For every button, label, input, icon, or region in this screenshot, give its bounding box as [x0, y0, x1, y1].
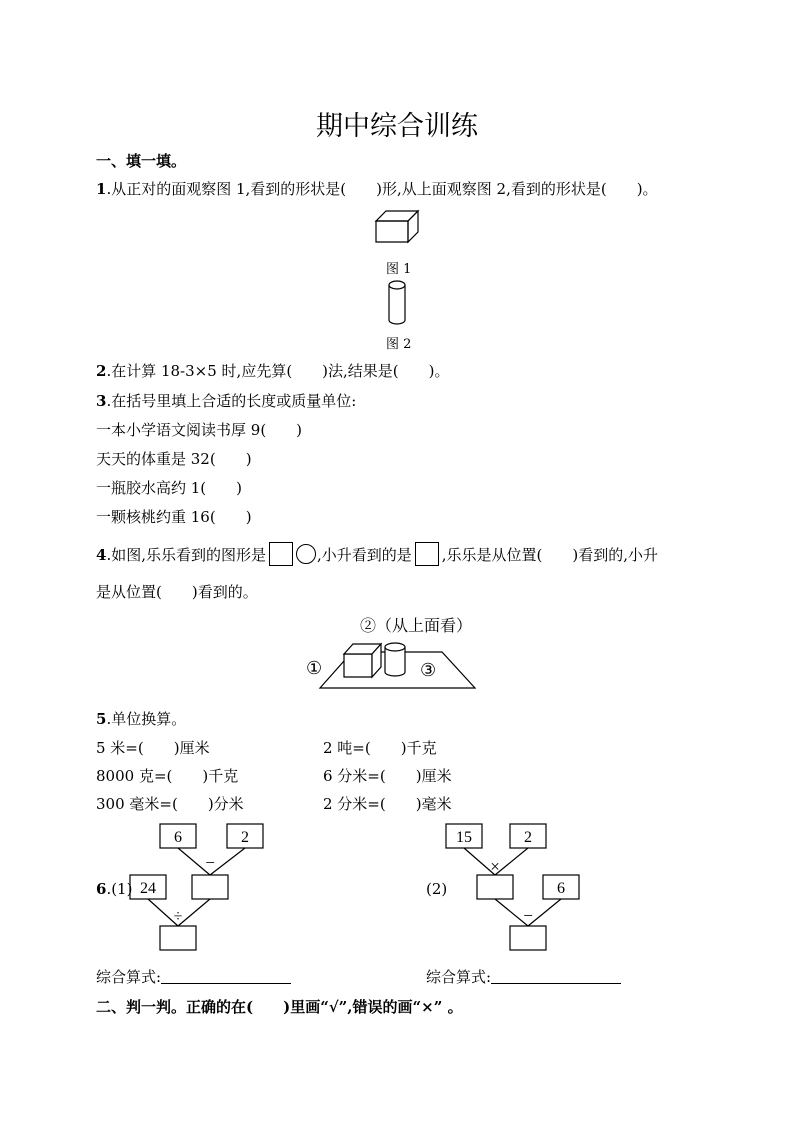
tree2-top-left-value: 15	[456, 829, 472, 846]
cuboid-figure	[370, 204, 422, 244]
question-6-part1-label: .(1)	[106, 880, 133, 898]
conversion-item: 2 吨=( )千克	[323, 739, 437, 757]
conversion-item: 8000 克=( )千克	[96, 767, 239, 785]
conversion-item: 6 分米=( )厘米	[323, 767, 452, 785]
formula-label: 综合算式:	[96, 968, 162, 986]
conversion-item: 300 毫米=( )分米	[96, 795, 244, 813]
formula-line-2	[426, 966, 621, 987]
calculation-tree-2	[440, 820, 600, 960]
question-number: 2	[96, 362, 107, 380]
cylinder-figure	[384, 278, 410, 328]
question-5-text: .单位换算。	[106, 710, 187, 728]
formula-label: 综合算式:	[426, 968, 492, 986]
question-4-line2: 是从位置( )看到的。	[96, 583, 258, 601]
circle-shape-icon	[296, 544, 316, 564]
page-title: 期中综合训练	[316, 111, 478, 142]
tree1-top-left-value: 6	[174, 829, 182, 846]
question-number: 5	[96, 710, 107, 728]
position-1-label: ①	[306, 658, 323, 678]
question-5	[96, 708, 186, 729]
tree1-operator-2: ÷	[173, 908, 183, 925]
question-4-text-b: ,小升看到的是	[316, 546, 412, 564]
tree2-right-input: 6	[557, 880, 565, 897]
formula-line-1	[96, 966, 291, 987]
calculation-tree-1	[126, 820, 286, 960]
tree1-operator-1: −	[205, 853, 215, 872]
tree2-top-right-value: 2	[524, 829, 532, 846]
position-3-label: ③	[420, 660, 437, 680]
q3-item: 一颗核桃约重 16( )	[96, 508, 252, 526]
question-3	[96, 390, 356, 411]
conversion-item: 2 分米=( )毫米	[323, 795, 452, 813]
tree2-operator-1: ×	[490, 857, 500, 876]
tree1-top-right-value: 2	[241, 829, 249, 846]
square-shape-icon	[415, 542, 439, 566]
conversion-item: 5 米=( )厘米	[96, 739, 210, 757]
answer-blank[interactable]	[161, 969, 291, 984]
question-2	[96, 360, 450, 381]
question-3-text: .在括号里填上合适的长度或质量单位:	[106, 392, 357, 410]
view-position-figure	[300, 612, 500, 694]
figure-1-caption: 图 1	[386, 262, 412, 277]
question-number: 4	[96, 546, 107, 564]
square-shape-icon	[269, 542, 293, 566]
tree2-operator-2: −	[523, 906, 533, 925]
question-number: 6	[96, 880, 107, 898]
question-4	[96, 542, 658, 566]
q3-item: 一瓶胶水高约 1( )	[96, 479, 243, 497]
answer-blank[interactable]	[491, 969, 621, 984]
tree1-left-input: 24	[140, 880, 156, 897]
section-1-heading: 一、填一填。	[96, 152, 187, 170]
q3-item: 一本小学语文阅读书厚 9( )	[96, 421, 303, 439]
question-number: 3	[96, 392, 107, 410]
question-2-text: .在计算 18-3×5 时,应先算( )法,结果是( )。	[106, 362, 450, 380]
question-1-text: .从正对的面观察图 1,看到的形状是( )形,从上面观察图 2,看到的形状是( )。	[106, 180, 658, 198]
question-1	[96, 178, 658, 199]
question-number: 1	[96, 180, 107, 198]
question-4-text-c: ,乐乐是从位置( )看到的,小升	[441, 546, 659, 564]
question-6-part2-label: (2)	[426, 880, 448, 898]
position-2-label: ②（从上面看）	[360, 618, 473, 635]
section-2-heading: 二、判一判。正确的在( )里画“√”,错误的画“×” 。	[96, 998, 463, 1016]
q3-item: 天天的体重是 32( )	[96, 450, 252, 468]
figure-2-caption: 图 2	[386, 337, 412, 352]
question-4-text-a: .如图,乐乐看到的图形是	[106, 546, 266, 564]
